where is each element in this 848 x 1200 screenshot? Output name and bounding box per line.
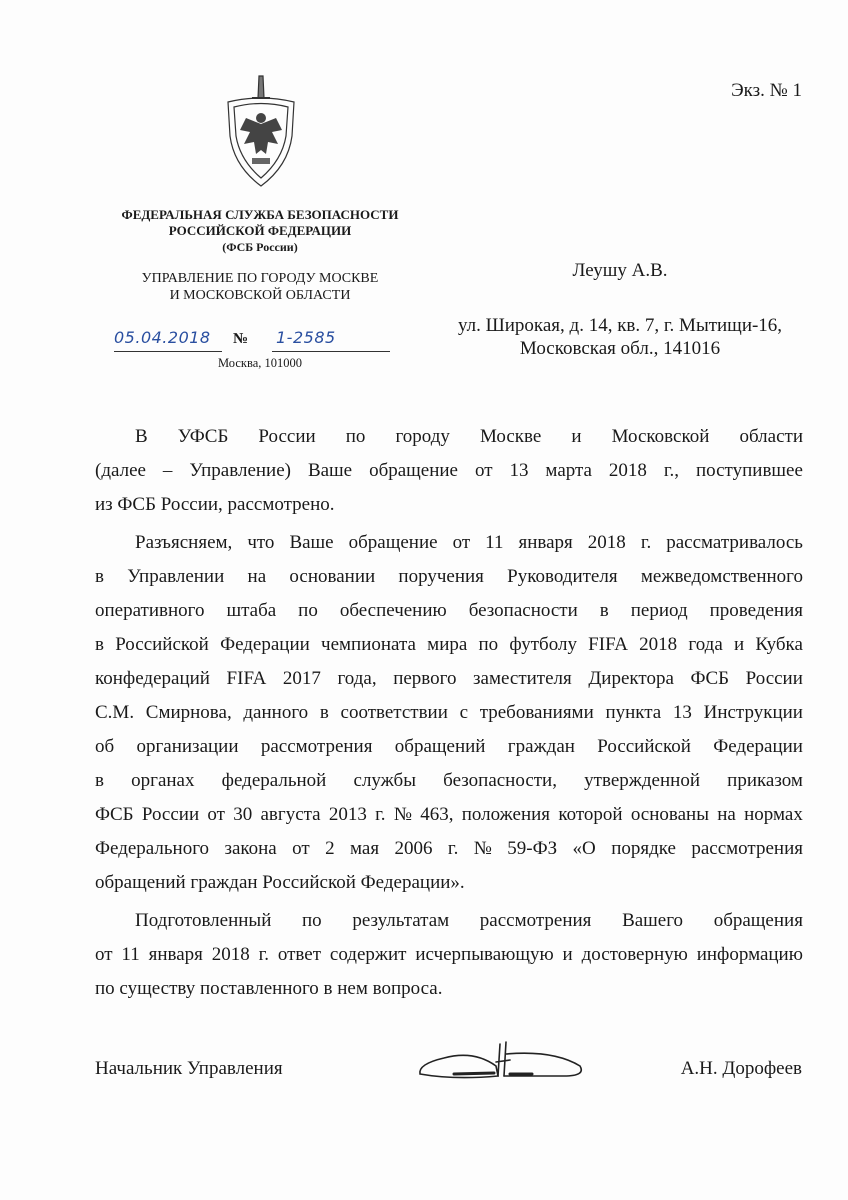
word: обращение — [348, 532, 438, 553]
body-line — [95, 668, 803, 690]
word: и — [571, 426, 582, 447]
department-name — [60, 270, 460, 304]
word: Разъясняем, — [135, 532, 233, 553]
word: информацию — [696, 944, 803, 965]
recipient-name: Леушу А.В. — [572, 260, 668, 281]
word: 59-ФЗ — [507, 838, 558, 859]
body-line — [95, 634, 803, 656]
word: от — [292, 838, 310, 859]
word: от — [452, 532, 471, 553]
org-line-1: ФЕДЕРАЛЬНАЯ СЛУЖБА БЕЗОПАСНОСТИ — [121, 207, 399, 222]
word: России — [745, 668, 803, 689]
word: Управлении — [127, 566, 225, 587]
body-line-words — [135, 532, 803, 554]
word: рассматривалось — [666, 532, 803, 553]
body-line — [95, 736, 803, 758]
word: с — [459, 702, 468, 723]
word: Вашего — [622, 910, 684, 931]
word: период — [630, 600, 688, 621]
word: Подготовленный — [135, 910, 272, 931]
dept-line-2: И МОСКОВСКОЙ ОБЛАСТИ — [169, 288, 351, 303]
word: от — [95, 944, 113, 965]
word: содержит — [329, 944, 407, 965]
word: заместителя — [473, 668, 572, 689]
registration-date: 05.04.2018 — [114, 328, 211, 347]
word: в — [95, 634, 104, 655]
word: УФСБ — [177, 426, 229, 447]
word: по — [298, 600, 318, 621]
word: В — [135, 426, 148, 447]
org-line-2: РОССИЙСКОЙ ФЕДЕРАЦИИ — [168, 223, 352, 238]
body-line-words — [95, 736, 803, 758]
word: футболу — [509, 634, 577, 655]
body-line-words — [95, 668, 803, 690]
word: г. — [375, 804, 386, 825]
body-line — [95, 804, 803, 826]
word: 2018 — [211, 944, 250, 965]
word: 2018 — [608, 460, 647, 481]
word: исчерпывающую — [415, 944, 554, 965]
recipient-address-line-2: Московская обл., 141016 — [519, 338, 721, 359]
word: соответствии — [340, 702, 448, 723]
word: г., — [663, 460, 680, 481]
word: ФСБ — [95, 804, 134, 825]
signatory-name: А.Н. Дорофеев — [680, 1058, 802, 1079]
word: 2018 — [587, 532, 626, 553]
body-line-words — [135, 910, 803, 932]
word: 2006 — [394, 838, 433, 859]
word: России — [258, 426, 316, 447]
word: января — [148, 944, 203, 965]
word: на — [717, 804, 736, 825]
word: Московской — [611, 426, 710, 447]
word: по — [302, 910, 322, 931]
word: об — [95, 736, 115, 757]
word: основаны — [630, 804, 709, 825]
word: «О — [572, 838, 596, 859]
body-line-words — [95, 702, 803, 724]
word: поручения — [398, 566, 484, 587]
word: 2 — [325, 838, 335, 859]
word: безопасности — [468, 600, 578, 621]
body-line — [95, 600, 803, 622]
word: обращение — [369, 460, 458, 481]
word: приказом — [727, 770, 803, 791]
body-line — [95, 838, 803, 860]
signature-icon — [414, 1036, 590, 1088]
date-underline — [114, 351, 222, 352]
body-line — [95, 566, 803, 588]
word: Директора — [588, 668, 674, 689]
word: которой — [558, 804, 623, 825]
body-line — [95, 532, 803, 554]
word: городу — [395, 426, 450, 447]
word: обращений — [394, 736, 486, 757]
word: Федерации — [220, 634, 310, 655]
signatory-title: Начальник Управления — [95, 1058, 283, 1079]
word: по — [345, 426, 366, 447]
recipient-address-line-1: ул. Широкая, д. 14, кв. 7, г. Мытищи-16, — [457, 315, 783, 336]
word: г. — [447, 838, 459, 859]
word: Ваше — [307, 460, 353, 481]
word: Российской — [115, 634, 209, 655]
word: России — [141, 804, 200, 825]
word: области — [739, 426, 803, 447]
word: Смирнова, — [145, 702, 232, 723]
word: безопасности, — [443, 770, 557, 791]
word: С.М. — [95, 702, 135, 723]
body-line — [95, 944, 803, 966]
word: положения — [461, 804, 551, 825]
body-line-words — [135, 426, 803, 448]
word: чемпионата — [321, 634, 416, 655]
word: требованиями — [479, 702, 594, 723]
word: Ваше — [289, 532, 334, 553]
word: межведомственного — [640, 566, 803, 587]
word: Федерации — [713, 736, 803, 757]
word: конфедераций — [95, 668, 210, 689]
word: FIFA — [588, 634, 628, 655]
city-postcode: Москва, 101000 — [217, 356, 303, 370]
word: мира — [427, 634, 468, 655]
word: организации — [136, 736, 239, 757]
word: на — [247, 566, 267, 587]
word: в — [95, 770, 104, 791]
word: мая — [350, 838, 380, 859]
word: № — [473, 838, 492, 859]
word: 30 — [233, 804, 253, 825]
word: 2017 — [282, 668, 321, 689]
word: достоверную — [581, 944, 688, 965]
word: года — [688, 634, 723, 655]
word: основании — [289, 566, 376, 587]
word: № — [393, 804, 412, 825]
word: января — [518, 532, 573, 553]
body-line-words — [95, 566, 803, 588]
word: ФСБ — [690, 668, 730, 689]
word: службы — [353, 770, 416, 791]
word: года, — [337, 668, 377, 689]
body-line-words — [95, 838, 803, 860]
word: порядке — [611, 838, 676, 859]
word: штаба — [226, 600, 277, 621]
word: утвержденной — [584, 770, 700, 791]
body-line — [95, 910, 803, 932]
org-line-3: (ФСБ России) — [222, 240, 298, 254]
body-line — [95, 460, 803, 482]
word: оперативного — [95, 600, 205, 621]
word: 11 — [121, 944, 140, 965]
word: ответ — [277, 944, 322, 965]
word: обращения — [713, 910, 803, 931]
word: 13 — [672, 702, 692, 723]
word: рассмотрения — [691, 838, 803, 859]
word: от — [474, 460, 493, 481]
body-line-words — [95, 634, 803, 656]
word: рассмотрения — [479, 910, 592, 931]
body-line — [95, 770, 803, 792]
word: рассмотрения — [260, 736, 373, 757]
word: 2018 — [639, 634, 678, 655]
word: 13 — [509, 460, 529, 481]
number-underline — [272, 351, 390, 352]
fsb-emblem-icon — [222, 74, 300, 190]
word: марта — [545, 460, 592, 481]
word: Инструкции — [703, 702, 803, 723]
word: и — [562, 944, 573, 965]
word: органах — [131, 770, 195, 791]
word: 11 — [485, 532, 504, 553]
word: нормах — [744, 804, 803, 825]
organization-name — [60, 207, 460, 255]
word: (далее — [95, 460, 146, 481]
word: и — [733, 634, 745, 655]
word: федеральной — [221, 770, 327, 791]
word: Управление) — [189, 460, 291, 481]
word: Руководителя — [507, 566, 618, 587]
body-line-words — [95, 944, 803, 966]
word: закона — [224, 838, 277, 859]
body-line: по существу поставленного в нем вопроса. — [95, 978, 443, 999]
dept-line-1: УПРАВЛЕНИЕ ПО ГОРОДУ МОСКВЕ — [141, 271, 379, 286]
body-line-words — [95, 770, 803, 792]
word: первого — [393, 668, 457, 689]
word: обеспечению — [339, 600, 447, 621]
word: г. — [258, 944, 270, 965]
word: проведения — [709, 600, 803, 621]
copy-number: Экз. № 1 — [731, 80, 802, 101]
word: Российской — [597, 736, 691, 757]
body-line-words — [95, 804, 803, 826]
body-line-words — [95, 460, 803, 482]
body-line — [95, 426, 803, 448]
registration-number-label: № — [233, 331, 249, 347]
word: что — [247, 532, 275, 553]
word: в — [95, 566, 104, 587]
word: 463, — [420, 804, 454, 825]
word: Москве — [479, 426, 542, 447]
registration-line — [114, 328, 394, 354]
word: результатам — [352, 910, 450, 931]
word: FIFA — [226, 668, 267, 689]
body-line — [95, 702, 803, 724]
body-line: обращений граждан Российской Федерации». — [95, 872, 465, 893]
word: Федерального — [95, 838, 210, 859]
word: – — [162, 460, 173, 481]
word: 2013 — [328, 804, 367, 825]
word: Кубка — [755, 634, 803, 655]
word: граждан — [507, 736, 575, 757]
word: г. — [640, 532, 652, 553]
word: в — [599, 600, 609, 621]
word: по — [478, 634, 499, 655]
word: пункта — [605, 702, 662, 723]
word: данного — [243, 702, 309, 723]
body-line: из ФСБ России, рассмотрено. — [95, 494, 335, 515]
word: от — [207, 804, 225, 825]
word: поступившее — [695, 460, 803, 481]
registration-number: 1-2585 — [276, 328, 336, 347]
body-line-words — [95, 600, 803, 622]
word: августа — [260, 804, 321, 825]
word: в — [319, 702, 329, 723]
